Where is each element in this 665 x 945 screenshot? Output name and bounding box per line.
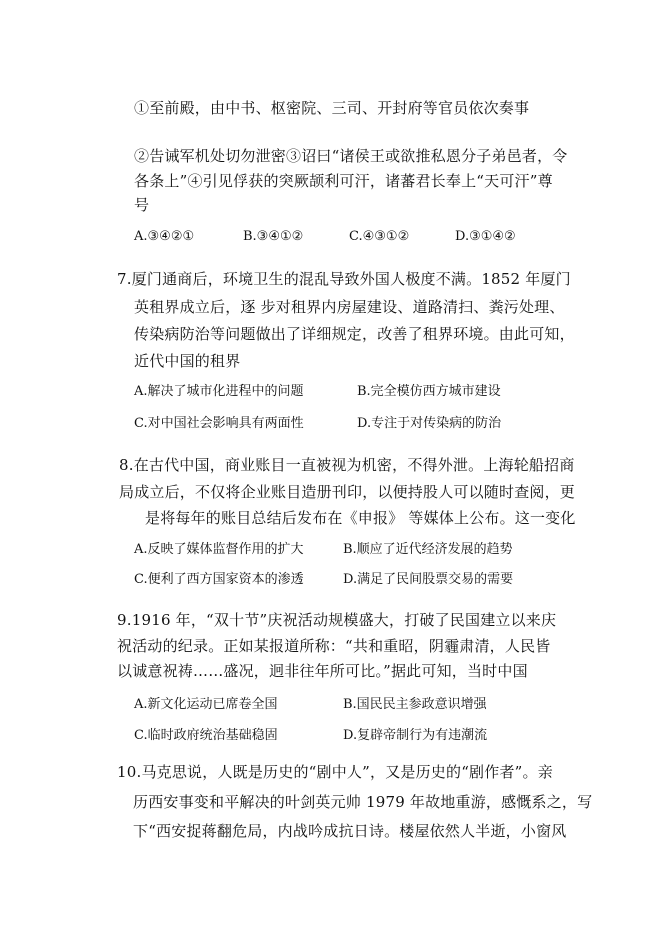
q7-option-c: C.对中国社会影响具有两面性 [134,416,304,431]
q9-stem-line-3: 以诚意祝祷……盛况，迥非往年所可比。”据此可知，当时中国 [117,662,528,680]
q6-option-c: C.④③①② [349,229,410,244]
q10-stem-line-3: 下“西安捉蒋翻危局，内战吟成抗日诗。楼屋依然人半逝，小窗风 [133,822,567,840]
q10-stem-line-1: 10.马克思说，人既是历史的“剧中人”，又是历史的“剧作者”。亲 [117,763,553,781]
q7-option-d: D.专注于对传染病的防治 [357,416,502,431]
q9-option-c: C.临时政府统治基础稳固 [134,728,278,743]
q8-option-a: A.反映了媒体监督作用的扩大 [134,542,304,557]
q6-item-2-line-3: 号 [134,196,150,214]
q7-option-a: A.解决了城市化进程中的问题 [134,384,304,399]
q8-stem-line-3: 是将每年的账目总结后发布在《申报》 等媒体上公布。这一变化 [145,509,576,527]
q8-stem-line-2: 局成立后，不仅将企业账目造册刊印，以便持股人可以随时查阅，更 [119,483,576,501]
q8-stem-line-1: 8.在古代中国，商业账目一直被视为机密，不得外泄。上海轮船招商 [119,456,575,474]
q6-option-d: D.③①④② [455,229,516,244]
q9-stem-line-2: 祝活动的纪录。正如某报道所称：“共和重昭，阴霾肃清，人民皆 [117,637,551,655]
q6-item-2-line-1: ②告诫军机处切勿泄密③诏曰“诸侯王或欲推私恩分子弟邑者，令 [134,147,568,165]
q7-option-b: B.完全模仿西方城市建设 [357,384,501,399]
q8-option-b: B.顺应了近代经济发展的趋势 [343,542,513,557]
q7-stem-line-1: 7.厦门通商后，环境卫生的混乱导致外国人极度不满。1852 年厦门 [117,270,571,288]
q8-option-c: C.便利了西方国家资本的渗透 [134,572,304,587]
q9-option-d: D.复辟帝制行为有违潮流 [343,728,488,743]
q10-stem-line-2: 历西安事变和平解决的叶剑英元帅 1979 年故地重游，感慨系之，写 [133,793,593,811]
q7-stem-line-3: 传染病防治等问题做出了详细规定，改善了租界环境。由此可知， [134,325,575,343]
q9-stem-line-1: 9.1916 年，“双十节”庆祝活动规模盛大，打破了民国建立以来庆 [117,611,557,629]
q6-item-2-line-2: 各条上”④引见俘获的突厥颉利可汗，诸蕃君长奉上“天可汗”尊 [134,172,553,190]
q6-option-b: B.③④①② [243,229,304,244]
q9-option-b: B.国民民主参政意识增强 [343,697,487,712]
q7-stem-line-2: 英租界成立后，逐 步对租界内房屋建设、道路清扫、粪污处理、 [134,298,565,316]
q8-option-d: D.满足了民间股票交易的需要 [343,572,514,587]
q7-stem-line-4: 近代中国的租界 [134,352,241,370]
q6-option-a: A.③④②① [134,229,195,244]
q9-option-a: A.新文化运动已席卷全国 [134,697,278,712]
q6-item-1: ①至前殿，由中书、枢密院、三司、开封府等官员依次奏事 [134,99,530,117]
